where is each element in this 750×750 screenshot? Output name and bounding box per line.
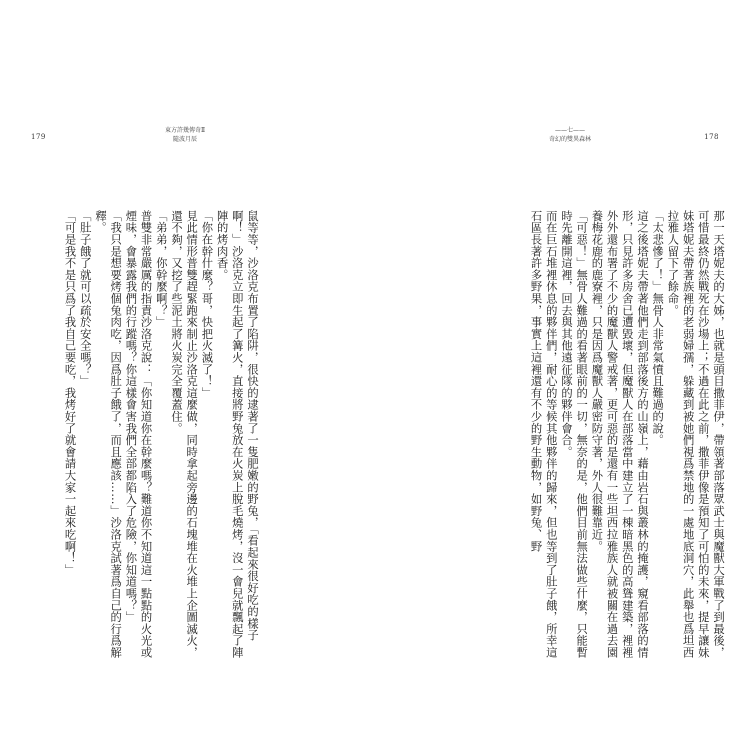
- paragraph: 「可惡！」無骨人難過的看著眼前的一切，無奈的是，他們目前無法做些什麼，只能暫時先離開這裡，回去與其他遠征隊的夥伴會合。: [559, 210, 589, 659]
- paragraph: 普雙非常嚴厲的指責沙洛克說：「你知道你在幹麼嗎？難道你不知道這一點點的火光或煙味，會暴露我們的行蹤嗎？你這樣會害我們全部都陷入了危險，你知道嗎？」: [124, 210, 153, 659]
- paragraph: 「可是我不是只爲了我自己要吃，我烤好了就會請大家一起來吃啊！」: [63, 210, 77, 576]
- left-page-number: 179: [31, 133, 46, 141]
- right-page-number: 178: [704, 133, 719, 141]
- paragraph: 「太悲慘了！」無骨人非常氣憤且難過的說。: [651, 210, 665, 446]
- paragraph: 見此情形普雙趕緊跑來制止沙洛克這麼做，同時拿起旁邊的石塊堆在火堆上企圖滅火，還不夠，又挖了些泥土將火炭完全覆蓋住。: [169, 210, 199, 659]
- paragraph: 「肚子餓了就可以疏於安全嗎？」: [78, 210, 92, 387]
- paragraph: 「弟弟，你幹麼啊？」: [154, 210, 168, 328]
- paragraph: 那一天塔妮夫的大姊，也就是頭目撒菲伊，帶領著部落眾武士與魔獸大軍戰了到最後，可惜最終仍然戰死在沙場上；不過在此之前，撒菲伊像是預知了可怕的未來，提早讓妹妹塔妮夫帶著族裡的老弱婦孺，躲藏到被她們視爲禁地的一處地底洞穴，此舉也爲坦西拉雅人留下了餘命。: [666, 210, 725, 659]
- left-header-chapter: 隨波月辰: [172, 136, 197, 143]
- paragraph: 而在巨石堆裡休息的夥伴們，耐心的等候其他夥伴的歸來，但也等到了肚子餓，所幸這石區長著許多野果，事實上這裡還有不少的野生動物，如野兔、野: [529, 210, 558, 659]
- right-running-header: [530, 126, 610, 144]
- left-header-series: 東方許幾傳奇Ⅱ: [164, 127, 206, 134]
- paragraph: 這之後塔妮夫帶著他們走到部落後方的山嶺上，藉由岩石與叢林的掩護，窺看部落的情形，只見許多房舍已遭毀壞，但魔獸人在部落當中建立了一棟暗黑色的高聳建築，裡裡外外還布署了不少的魔獸人警戒著，更可惡的是還有一些坦西拉雅族人就被關在過去園養梅花鹿的鹿寮裡，只是因爲魔獸人嚴密防守著，外人很難靠近。: [590, 210, 649, 659]
- paragraph: 「你在幹什麼？哥，快把火滅了！」: [200, 210, 214, 399]
- right-header-chapter-title: 奇幻的雙異森林: [548, 136, 591, 143]
- paragraph: 「我只是想要烤個兔肉吃，因爲肚子餓了，而且應該……」沙洛克試著爲自己的行爲解釋。: [93, 210, 123, 659]
- right-page-body: [436, 210, 726, 670]
- paragraph: 鼠等等，沙洛克布置了陷阱，很快的逮著了一隻肥嫩的野兔，「看起來很好吃的樣子啊！」沙洛克立即生起了篝火，直接將野兔放在火炭上脫毛燒烤，沒一會兒就飄起了陣陣的烤肉香。: [215, 210, 259, 659]
- left-page-body: [63, 210, 260, 670]
- left-running-header: [150, 126, 220, 144]
- right-header-chapter-number: ——七——: [554, 127, 585, 134]
